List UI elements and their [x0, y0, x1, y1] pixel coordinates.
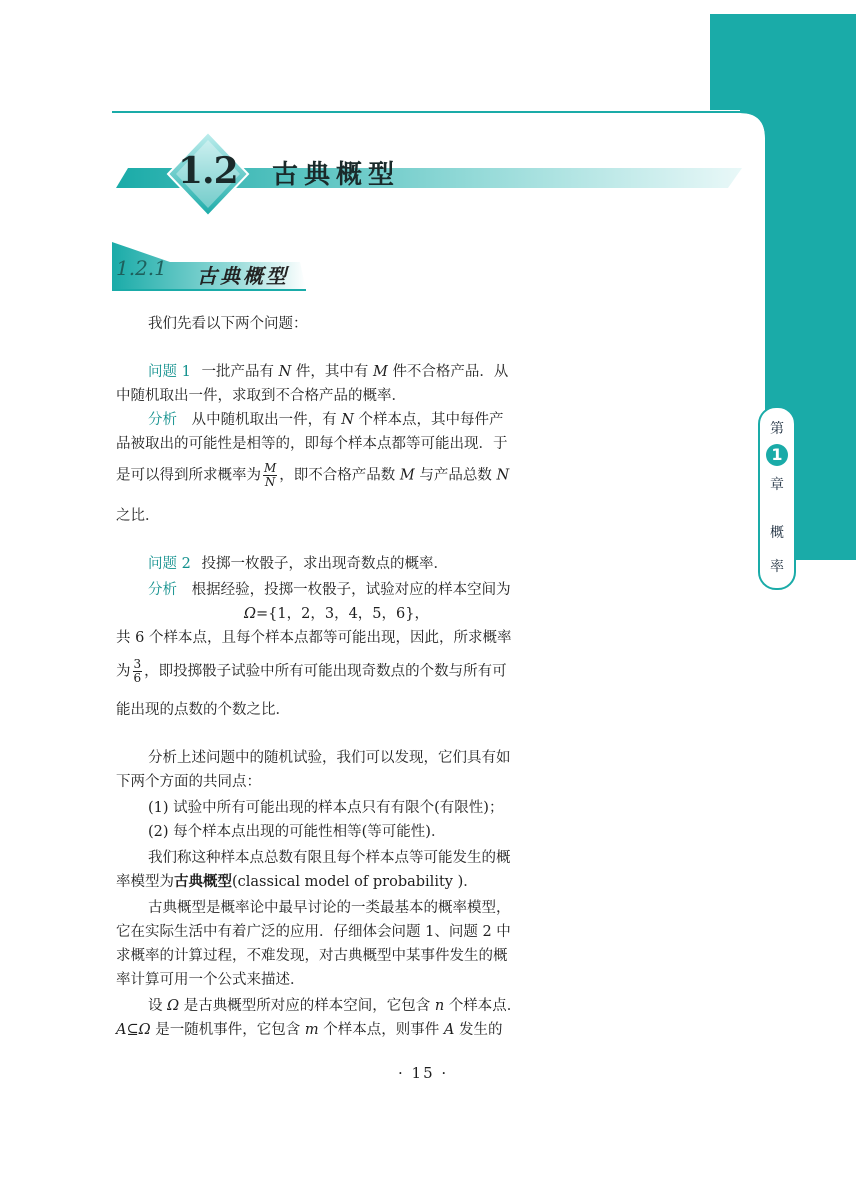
- summary-line9: 设 Ω 是古典概型所对应的样本空间，它包含 n 个样本点．: [148, 998, 522, 1014]
- chapter-tab-title-2: 率: [770, 559, 784, 575]
- property-item-1: (1) 试验中所有可能出现的样本点只有有限个(有限性)；: [148, 800, 504, 816]
- problem2-label: 问题 2: [148, 556, 191, 572]
- problem1-line2: 中随机取出一件，求取到不合格产品的概率．: [116, 388, 406, 404]
- sample-space-formula: Ω={1，2，3，4，5，6}，: [244, 606, 429, 622]
- analysis1-line3: 是可以得到所求概率为 $\frac{M}{N}$ ，即不合格产品数 M 与产品总数 N: [116, 461, 510, 489]
- intro-paragraph: 我们先看以下两个问题：: [148, 316, 308, 332]
- problem2-line: 问题 2 投掷一枚骰子，求出现奇数点的概率．: [148, 556, 448, 572]
- summary-line8: 率计算可用一个公式来描述．: [116, 972, 305, 988]
- property-item-2: (2) 每个样本点出现的可能性相等(等可能性)．: [148, 824, 446, 840]
- summary-line5: 古典概型是概率论中最早讨论的一类最基本的概率模型，: [148, 900, 511, 916]
- fraction-three-over-six: $\frac{3}{6}$: [133, 657, 142, 685]
- section-title: 古典概型: [272, 160, 401, 190]
- section-number: 1.2: [178, 150, 238, 192]
- chapter-tab-title-1: 概: [770, 525, 784, 541]
- analysis1-line1: 分析 从中随机取出一件，有 N 个样本点，其中每件产: [148, 412, 504, 428]
- analysis1-line2: 品被取出的可能性是相等的，即每个样本点都等可能出现．于: [116, 436, 508, 452]
- problem1-label: 问题 1: [148, 364, 191, 380]
- problem1-line1: 问题 1 一批产品有 N 件，其中有 M 件不合格产品．从: [148, 364, 509, 380]
- chapter-number-badge: 1: [766, 444, 788, 466]
- analysis2-line1: 分析 根据经验，投掷一枚骰子，试验对应的样本空间为: [148, 582, 511, 598]
- analysis1-label: 分析: [148, 412, 177, 428]
- summary-line3: 我们称这种样本点总数有限且每个样本点等可能发生的概: [148, 850, 511, 866]
- analysis2-label: 分析: [148, 582, 177, 598]
- summary-line7: 求概率的计算过程，不难发现，对古典概型中某事件发生的概: [116, 948, 508, 964]
- chapter-tab-prefix: 第: [770, 421, 784, 437]
- analysis2-line3: 为 $\frac{3}{6}$ ，即投掷骰子试验中所有可能出现奇数点的个数与所有可: [116, 657, 507, 685]
- chapter-tab: [758, 406, 796, 590]
- summary-line6: 它在实际生活中有着广泛的应用．仔细体会问题 1、问题 2 中: [116, 924, 511, 940]
- chapter-tab-suffix: 章: [770, 477, 784, 493]
- summary-line1: 分析上述问题中的随机试验，我们可以发现，它们具有如: [148, 750, 511, 766]
- analysis1-line4: 之比．: [116, 508, 160, 524]
- summary-line2: 下两个方面的共同点：: [116, 774, 261, 790]
- summary-line4: 率模型为古典概型(classical model of probability )．: [116, 873, 478, 890]
- page-number: · 15 ·: [398, 1064, 449, 1082]
- subsection-title: 古典概型: [197, 264, 289, 288]
- fraction-m-over-n: $\frac{M}{N}$: [264, 461, 277, 489]
- subsection-number: 1.2.1: [116, 256, 167, 280]
- term-classical-model: 古典概型: [174, 873, 232, 890]
- summary-line10: A⊆Ω 是一随机事件，它包含 m 个样本点，则事件 A 发生的: [116, 1022, 503, 1038]
- analysis2-line2: 共 6 个样本点，且每个样本点都等可能出现，因此，所求概率: [116, 630, 512, 646]
- analysis2-line4: 能出现的点数的个数之比．: [116, 702, 290, 718]
